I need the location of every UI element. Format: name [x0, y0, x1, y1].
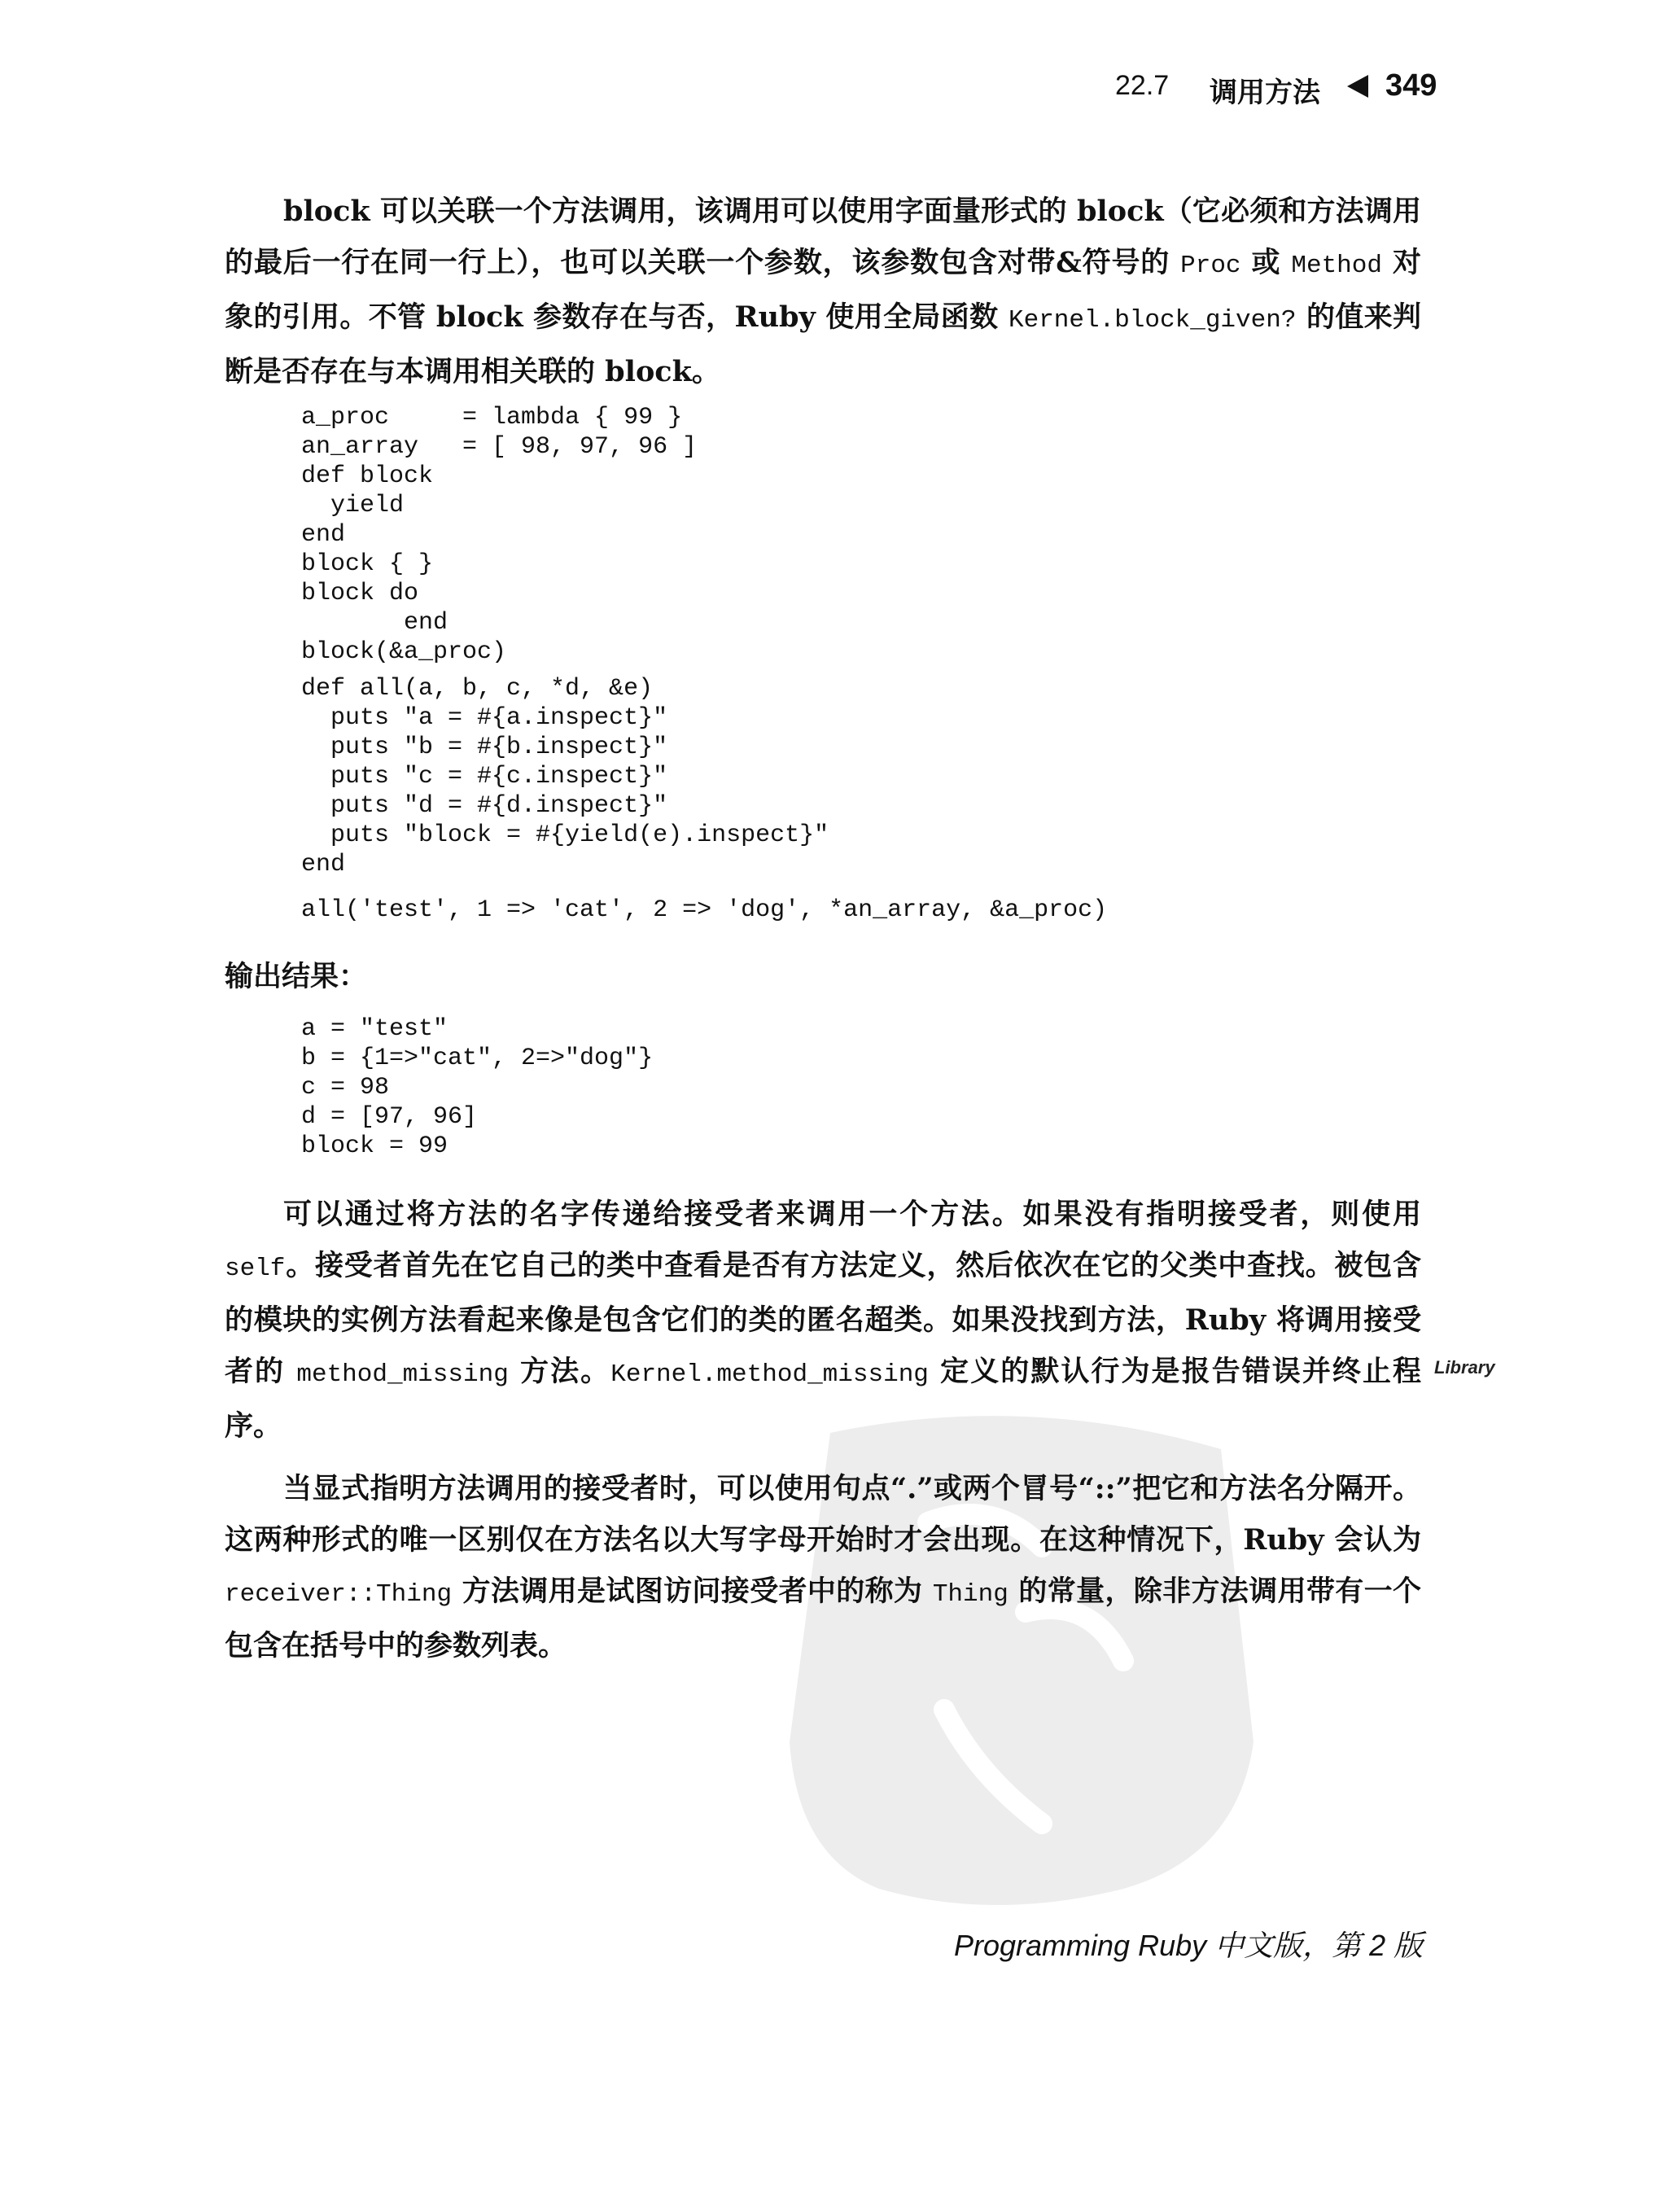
code-block-all-method: def all(a, b, c, *d, &e) puts "a = #{a.inspect}" puts "b = #{b.inspect}" puts "c = #{c.inspect}" puts "d = #{d.inspect}" puts "block = #{yield(e).inspect}" end	[301, 675, 829, 878]
code-span: Kernel.block_given?	[1008, 306, 1297, 335]
running-footer: Programming Ruby 中文版，第 2 版	[954, 1929, 1424, 1962]
text-span: 的常量，除非方法调用带有一个包含在括号中的参数列表。	[225, 1575, 1422, 1662]
code-span: self	[225, 1255, 286, 1283]
code-block-call: all('test', 1 => 'cat', 2 => 'dog', *an_array, &a_proc)	[301, 896, 1108, 924]
text-span: 方法调用是试图访问接受者中的称为	[452, 1575, 933, 1608]
page-number: 349	[1385, 68, 1437, 103]
code-block-definitions: a_proc = lambda { 99 } an_array = [ 98, 97, 96 ] def block yield end block { } block do end block(&a_proc)	[301, 404, 698, 666]
text-span: 可以通过将方法的名字传递给接受者来调用一个方法。如果没有指明接受者，则使用	[283, 1198, 1421, 1231]
code-span: method_missing	[296, 1360, 509, 1389]
text-span: 对象的引用。不管 block 参数存在与否，Ruby 使用全局函数	[225, 246, 1421, 334]
running-header	[1115, 67, 1457, 116]
section-title: 调用方法	[1210, 77, 1320, 108]
text-span: 方法。	[508, 1355, 611, 1388]
code-span: receiver::Thing	[225, 1580, 453, 1609]
text-span: 或	[1240, 246, 1292, 279]
triangle-left-icon	[1347, 75, 1368, 98]
paragraph-explicit-receiver	[225, 1463, 1421, 1671]
text-span: 定义的默认行为是报告错误并终止程序。	[225, 1355, 1422, 1443]
code-span: Method	[1291, 252, 1382, 280]
output-label: 输出结果：	[225, 960, 368, 993]
text-span: 的值来判断是否存在与本调用相关联的 block。	[225, 300, 1422, 388]
margin-note-library: Library	[1434, 1357, 1495, 1378]
code-block-output: a = "test" b = {1=>"cat", 2=>"dog"} c = 98 d = [97, 96] block = 99	[301, 1015, 654, 1160]
code-span: Proc	[1180, 252, 1241, 280]
paragraph-block-intro	[225, 186, 1421, 397]
code-span: Thing	[932, 1580, 1009, 1609]
section-number: 22.7	[1115, 70, 1170, 101]
text-span: 当显式指明方法调用的接受者时，可以使用句点“.”或两个冒号“::”把它和方法名分隔开。这两种形式的唯一区别仅在方法名以大写字母开始时才会出现。在这种情况下，Ruby 会认为	[225, 1472, 1421, 1557]
text-span: 。接受者首先在它自己的类中查看是否有方法定义，然后依次在它的父类中查找。被包含的模块的实例方法看起来像是包含它们的类的匿名超类。如果没找到方法，Ruby 将调用接受者的	[225, 1249, 1421, 1388]
code-span: Kernel.method_missing	[610, 1360, 929, 1389]
text-span: block 可以关联一个方法调用，该调用可以使用字面量形式的 block（它必须和方法调用的最后一行在同一行上），也可以关联一个参数，该参数包含对带&符号的	[225, 195, 1421, 279]
